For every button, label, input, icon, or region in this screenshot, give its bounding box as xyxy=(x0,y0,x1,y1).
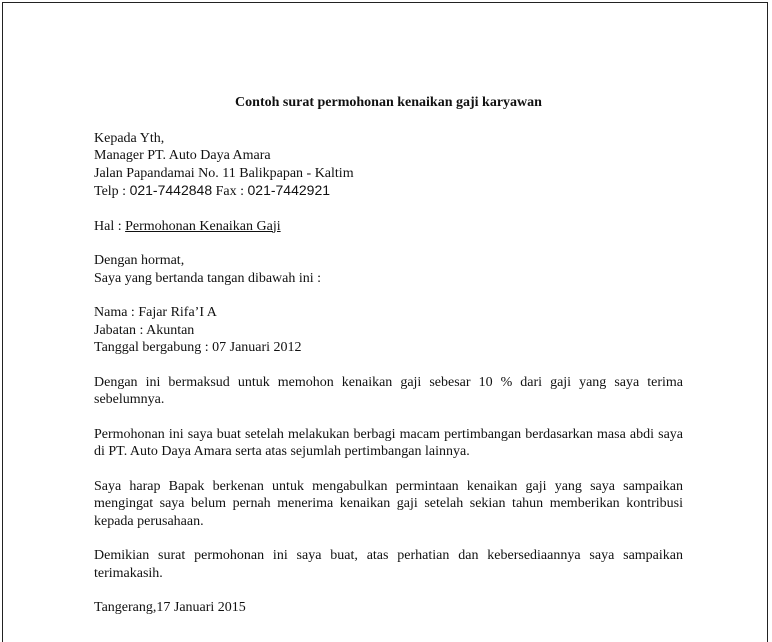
subject-value: Permohonan Kenaikan Gaji xyxy=(125,218,281,234)
place-date: Tangerang,17 Januari 2015 xyxy=(94,600,246,615)
recipient-salutation: Kepada Yth, xyxy=(94,130,165,146)
identity-joined: Tanggal bergabung : 07 Januari 2012 xyxy=(94,340,302,355)
paragraph-closing: Demikian surat permohonan ini saya buat, atas perhatian dan kebersediaannya saya sampaikan terimakasih. xyxy=(94,548,683,581)
document-page xyxy=(2,2,768,642)
fax-number: 021-7442921 xyxy=(247,182,331,198)
recipient-block xyxy=(94,130,683,201)
letter-body xyxy=(94,94,683,617)
identity-block xyxy=(94,304,683,357)
paragraph-hope: Saya harap Bapak berkenan untuk mengabulkan permintaan kenaikan gaji yang saya sampaikan mengingat saya belum pernah menerima kenaikan gaji setelah sekian tahun memberikan kontribusi kepada perusahaan. xyxy=(94,478,683,529)
phone-number: 021-7442848 xyxy=(129,182,213,198)
opening-block xyxy=(94,252,683,287)
identity-name: Nama : Fajar Rifa’I A xyxy=(94,305,217,320)
greeting: Dengan hormat, xyxy=(94,253,185,268)
phone-label: Telp : xyxy=(94,184,130,199)
subject-label: Hal : xyxy=(94,218,126,234)
recipient-contact xyxy=(94,182,683,201)
intro-line: Saya yang bertanda tangan dibawah ini : xyxy=(94,270,322,286)
subject-line xyxy=(94,218,683,236)
recipient-name: Manager PT. Auto Daya Amara xyxy=(94,148,271,163)
paragraph-reason: Permohonan ini saya buat setelah melakukan berbagi macam pertimbangan berdasarkan masa abdi saya di PT. Auto Daya Amara serta atas sejumlah pertimbangan lainnya. xyxy=(94,426,683,459)
recipient-address: Jalan Papandamai No. 11 Balikpapan - Kaltim xyxy=(94,165,354,181)
letter-title: Contoh surat permohonan kenaikan gaji karyawan xyxy=(235,95,542,110)
identity-position: Jabatan : Akuntan xyxy=(94,322,195,338)
paragraph-request: Dengan ini bermaksud untuk memohon kenaikan gaji sebesar 10 % dari gaji yang saya terima sebelumnya. xyxy=(94,374,683,407)
fax-label: Fax : xyxy=(212,184,248,199)
